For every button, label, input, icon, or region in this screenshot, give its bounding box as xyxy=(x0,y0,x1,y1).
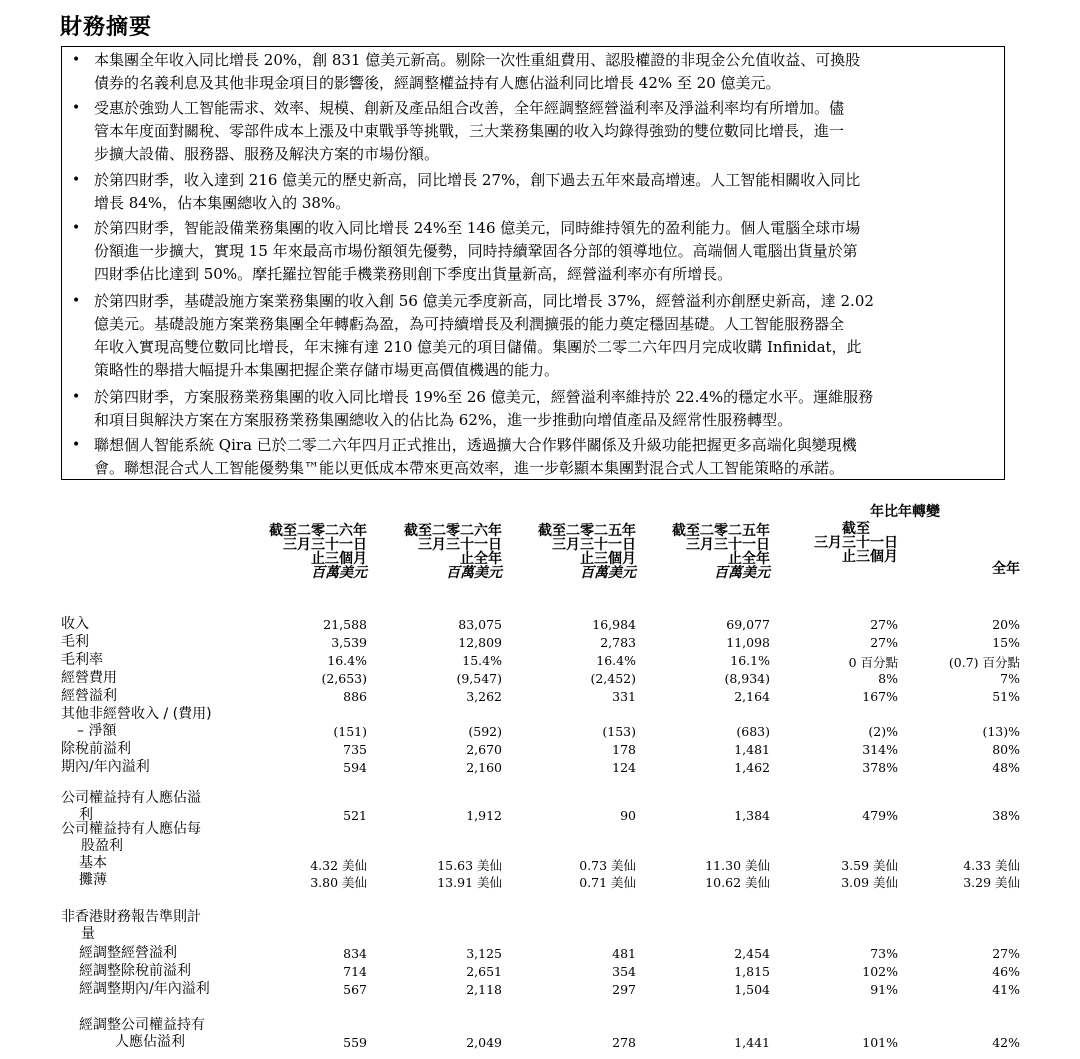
row-label xyxy=(61,634,89,651)
table-cell: 2,164 xyxy=(734,689,770,704)
table-cell: 2,049 xyxy=(466,1035,502,1050)
table-cell: 102% xyxy=(862,964,898,979)
table-cell: 38% xyxy=(992,808,1020,823)
table-cell: 2,118 xyxy=(466,982,502,997)
table-cell: 3.80 美仙 xyxy=(310,875,367,890)
column-header-line: 三月三十一日 xyxy=(814,535,898,551)
table-cell: 886 xyxy=(343,689,367,704)
table-cell: 4.32 美仙 xyxy=(310,858,367,873)
table-cell: 2,783 xyxy=(600,635,636,650)
row-label-line: – 淨額 xyxy=(77,723,117,739)
table-cell: 16.4% xyxy=(327,653,367,668)
column-header-line: 百萬美元 xyxy=(446,565,502,581)
row-label-line: 公司權益持有人應佔溢 xyxy=(61,790,201,806)
table-cell: 1,912 xyxy=(466,808,502,823)
table-cell: 3.29 美仙 xyxy=(963,875,1020,890)
table-cell: 1,504 xyxy=(734,982,770,997)
table-cell: 16,984 xyxy=(592,617,636,632)
column-header-4 xyxy=(768,522,898,564)
table-cell: 278 xyxy=(612,1035,636,1050)
table-cell: 51% xyxy=(992,689,1020,704)
table-cell: 16.1% xyxy=(730,653,770,668)
bullet-2: • 於第四財季，收入達到 216 億美元的歷史新高，同比增長 27%，創下過去五年來最高增速。人工智能相關收入同比 增長 84%，佔本集團總收入的 38%。 xyxy=(70,169,996,215)
table-cell: 735 xyxy=(343,742,367,757)
column-header-line: 三月三十一日 xyxy=(686,537,770,553)
table-cell: 13.91 美仙 xyxy=(437,875,502,890)
column-header-5 xyxy=(890,562,1020,576)
table-cell: 48% xyxy=(992,760,1020,775)
table-cell: 834 xyxy=(343,946,367,961)
row-label xyxy=(61,759,150,776)
row-label xyxy=(61,790,201,824)
row-label-line: 公司權益持有人應佔每 xyxy=(61,821,201,837)
column-header-line: 截至二零二五年 xyxy=(538,523,636,539)
row-label xyxy=(61,821,201,855)
table-cell: 101% xyxy=(862,1035,898,1050)
row-label-line: 期內/年內溢利 xyxy=(61,759,150,775)
row-label-line: 股盈利 xyxy=(81,838,123,854)
yoy-header: 年比年轉變 xyxy=(870,504,940,520)
table-cell: 15.4% xyxy=(462,653,502,668)
column-header-line: 截至二零二五年 xyxy=(672,523,770,539)
table-cell: 0 百分點 xyxy=(848,655,898,670)
table-cell: 594 xyxy=(343,760,367,775)
row-label-line: 收入 xyxy=(61,616,89,632)
column-header-line: 百萬美元 xyxy=(580,565,636,581)
row-label-line: 毛利率 xyxy=(61,652,103,668)
table-cell: 15.63 美仙 xyxy=(437,858,502,873)
row-label-line: 經調整期內/年內溢利 xyxy=(79,981,210,997)
column-header-line: 止三個月 xyxy=(580,551,636,567)
row-label-line: 量 xyxy=(81,926,95,942)
table-cell: 167% xyxy=(862,689,898,704)
table-cell: 8% xyxy=(878,671,898,686)
table-cell: (153) xyxy=(602,724,636,739)
row-label xyxy=(79,963,191,980)
table-cell: 1,481 xyxy=(734,742,770,757)
table-cell: 714 xyxy=(343,964,367,979)
row-label-line: 人應佔溢利 xyxy=(115,1034,185,1050)
bullet-0: • 本集團全年收入同比增長 20%，創 831 億美元新高。剔除一次性重組費用、認股權證的非現金公允值收益、可換股 債券的名義利息及其他非現金項目的影響後，經調整權益持有人應佔溢利同比增長 42% 至 20 億美元。 xyxy=(70,49,996,95)
table-cell: (683) xyxy=(736,724,770,739)
table-cell: 41% xyxy=(992,982,1020,997)
column-header-line: 百萬美元 xyxy=(311,565,367,581)
column-header-line: 截至二零二六年 xyxy=(269,523,367,539)
table-cell: 12,809 xyxy=(458,635,502,650)
table-cell: 2,160 xyxy=(466,760,502,775)
column-header-0 xyxy=(237,524,367,580)
bullet-1: • 受惠於強勁人工智能需求、效率、規模、創新及產品組合改善，全年經調整經營溢利率及淨溢利率均有所增加。儘 管本年度面對關稅、零部件成本上漲及中東戰爭等挑戰，三大業務集團的收入均錄得強勁的雙位數同比增長，進一 步擴大設備、服務器、服務及解決方案的市場份額。 xyxy=(70,97,996,166)
row-label-line: 其他非經營收入 / (費用) xyxy=(61,706,212,722)
table-cell: 1,462 xyxy=(734,760,770,775)
row-label xyxy=(79,855,107,872)
column-header-line: 止全年 xyxy=(728,551,770,567)
column-header-line: 止全年 xyxy=(460,551,502,567)
row-label-line: 經調整公司權益持有 xyxy=(79,1017,205,1033)
column-header-line: 截至二零二六年 xyxy=(404,523,502,539)
table-cell: (2,653) xyxy=(321,671,367,686)
column-header-line: 止三個月 xyxy=(311,551,367,567)
column-header-line: 三月三十一日 xyxy=(552,537,636,553)
table-cell: (8,934) xyxy=(724,671,770,686)
table-cell: 559 xyxy=(343,1035,367,1050)
table-cell: 91% xyxy=(870,982,898,997)
table-cell: (13)% xyxy=(982,724,1020,739)
row-label xyxy=(61,909,201,943)
table-cell: 10.62 美仙 xyxy=(705,875,770,890)
table-cell: 354 xyxy=(612,964,636,979)
column-header-line: 止三個月 xyxy=(842,549,898,565)
row-label xyxy=(61,652,103,669)
row-label-line: 基本 xyxy=(79,855,107,871)
row-label-line: 非香港財務報告準則計 xyxy=(61,909,201,925)
column-header-line: 全年 xyxy=(992,561,1020,577)
table-cell: 90 xyxy=(620,808,636,823)
column-header-1 xyxy=(372,524,502,580)
table-cell: 27% xyxy=(870,635,898,650)
bullet-5: • 於第四財季，方案服務業務集團的收入同比增長 19%至 26 億美元，經營溢利率維持於 22.4%的穩定水平。運維服務 和項目與解決方案在方案服務業務集團總收入的佔比為 62%，進一步推動向增值產品及經常性服務轉型。 xyxy=(70,386,996,432)
table-cell: 1,384 xyxy=(734,808,770,823)
table-cell: 0.71 美仙 xyxy=(579,875,636,890)
column-header-line: 截至 xyxy=(842,521,870,537)
bullet-6: • 聯想個人智能系統 Qira 已於二零二六年四月正式推出，透過擴大合作夥伴關係及升級功能把握更多高端化與變現機 會。聯想混合式人工智能優勢集™能以更低成本帶來更高效率，進一步彰顯本集團對混合式人工智能策略的承諾。 xyxy=(70,434,996,480)
table-cell: 331 xyxy=(612,689,636,704)
table-cell: 521 xyxy=(343,808,367,823)
table-cell: 11,098 xyxy=(726,635,770,650)
table-cell: (2)% xyxy=(868,724,898,739)
table-cell: 378% xyxy=(862,760,898,775)
table-cell: 73% xyxy=(870,946,898,961)
table-cell: 0.73 美仙 xyxy=(579,858,636,873)
row-label xyxy=(61,706,212,740)
table-cell: 3,125 xyxy=(466,946,502,961)
row-label-line: 攤薄 xyxy=(79,872,107,888)
table-cell: 2,670 xyxy=(466,742,502,757)
row-label-line: 毛利 xyxy=(61,634,89,650)
row-label xyxy=(79,981,210,998)
table-cell: 83,075 xyxy=(458,617,502,632)
table-cell: 124 xyxy=(612,760,636,775)
row-label xyxy=(61,616,89,633)
bullet-4: • 於第四財季，基礎設施方案業務集團的收入創 56 億美元季度新高，同比增長 37%，經營溢利亦創歷史新高，達 2.02 億美元。基礎設施方案業務集團全年轉虧為盈，為可持續增長及利潤擴張的能力奠定穩固基礎。人工智能服務器全 年收入實現高雙位數同比增長，年末擁有達 210 億美元的項目儲備。集團於二零二六年四月完成收購 Infinidat，此 策略性的舉措大幅提升本集團把握企業存儲市場更高價值機遇的能力。 xyxy=(70,290,996,382)
table-cell: 479% xyxy=(862,808,898,823)
row-label xyxy=(61,741,131,758)
column-header-line: 三月三十一日 xyxy=(418,537,502,553)
table-cell: (151) xyxy=(333,724,367,739)
row-label xyxy=(61,670,117,687)
table-cell: (9,547) xyxy=(456,671,502,686)
table-cell: 15% xyxy=(992,635,1020,650)
column-header-2 xyxy=(506,524,636,580)
table-cell: 3,539 xyxy=(331,635,367,650)
table-cell: 46% xyxy=(992,964,1020,979)
table-cell: 3,262 xyxy=(466,689,502,704)
table-cell: 69,077 xyxy=(726,617,770,632)
column-header-3 xyxy=(640,524,770,580)
table-cell: 481 xyxy=(612,946,636,961)
table-cell: (2,452) xyxy=(590,671,636,686)
column-header-line: 百萬美元 xyxy=(714,565,770,581)
row-label-line: 經營溢利 xyxy=(61,688,117,704)
row-label-line: 經調整經營溢利 xyxy=(79,945,177,961)
table-cell: 3.09 美仙 xyxy=(841,875,898,890)
table-cell: 4.33 美仙 xyxy=(963,858,1020,873)
column-header-line: 三月三十一日 xyxy=(283,537,367,553)
table-cell: 2,651 xyxy=(466,964,502,979)
table-cell: 567 xyxy=(343,982,367,997)
table-cell: 297 xyxy=(612,982,636,997)
page-title: 財務摘要 xyxy=(60,15,153,40)
table-cell: 7% xyxy=(1000,671,1020,686)
table-cell: 20% xyxy=(992,617,1020,632)
row-label xyxy=(79,872,107,889)
table-cell: 27% xyxy=(992,946,1020,961)
table-cell: 80% xyxy=(992,742,1020,757)
table-cell: 178 xyxy=(612,742,636,757)
bullet-3: • 於第四財季，智能設備業務集團的收入同比增長 24%至 146 億美元，同時維持領先的盈利能力。個人電腦全球市場 份額進一步擴大，實現 15 年來最高市場份額領先優勢，同時持續鞏固各分部的領導地位。高端個人電腦出貨量於第 四財季佔比達到 50%。摩托羅拉智能手機業務則創下季度出貨量新高，經營溢利率亦有所增長。 xyxy=(70,217,996,286)
table-cell: 16.4% xyxy=(596,653,636,668)
row-label-line: 利 xyxy=(79,807,93,823)
table-cell: 21,588 xyxy=(323,617,367,632)
table-cell: (592) xyxy=(468,724,502,739)
table-cell: 1,815 xyxy=(734,964,770,979)
table-cell: 3.59 美仙 xyxy=(841,858,898,873)
table-cell: 1,441 xyxy=(734,1035,770,1050)
row-label xyxy=(61,688,117,705)
table-cell: 314% xyxy=(862,742,898,757)
row-label-line: 經營費用 xyxy=(61,670,117,686)
row-label xyxy=(79,1017,205,1051)
table-cell: 2,454 xyxy=(734,946,770,961)
row-label-line: 經調整除稅前溢利 xyxy=(79,963,191,979)
table-cell: 27% xyxy=(870,617,898,632)
row-label-line: 除稅前溢利 xyxy=(61,741,131,757)
table-cell: (0.7) 百分點 xyxy=(948,655,1020,670)
table-cell: 42% xyxy=(992,1035,1020,1050)
table-cell: 11.30 美仙 xyxy=(705,858,770,873)
row-label xyxy=(79,945,177,962)
